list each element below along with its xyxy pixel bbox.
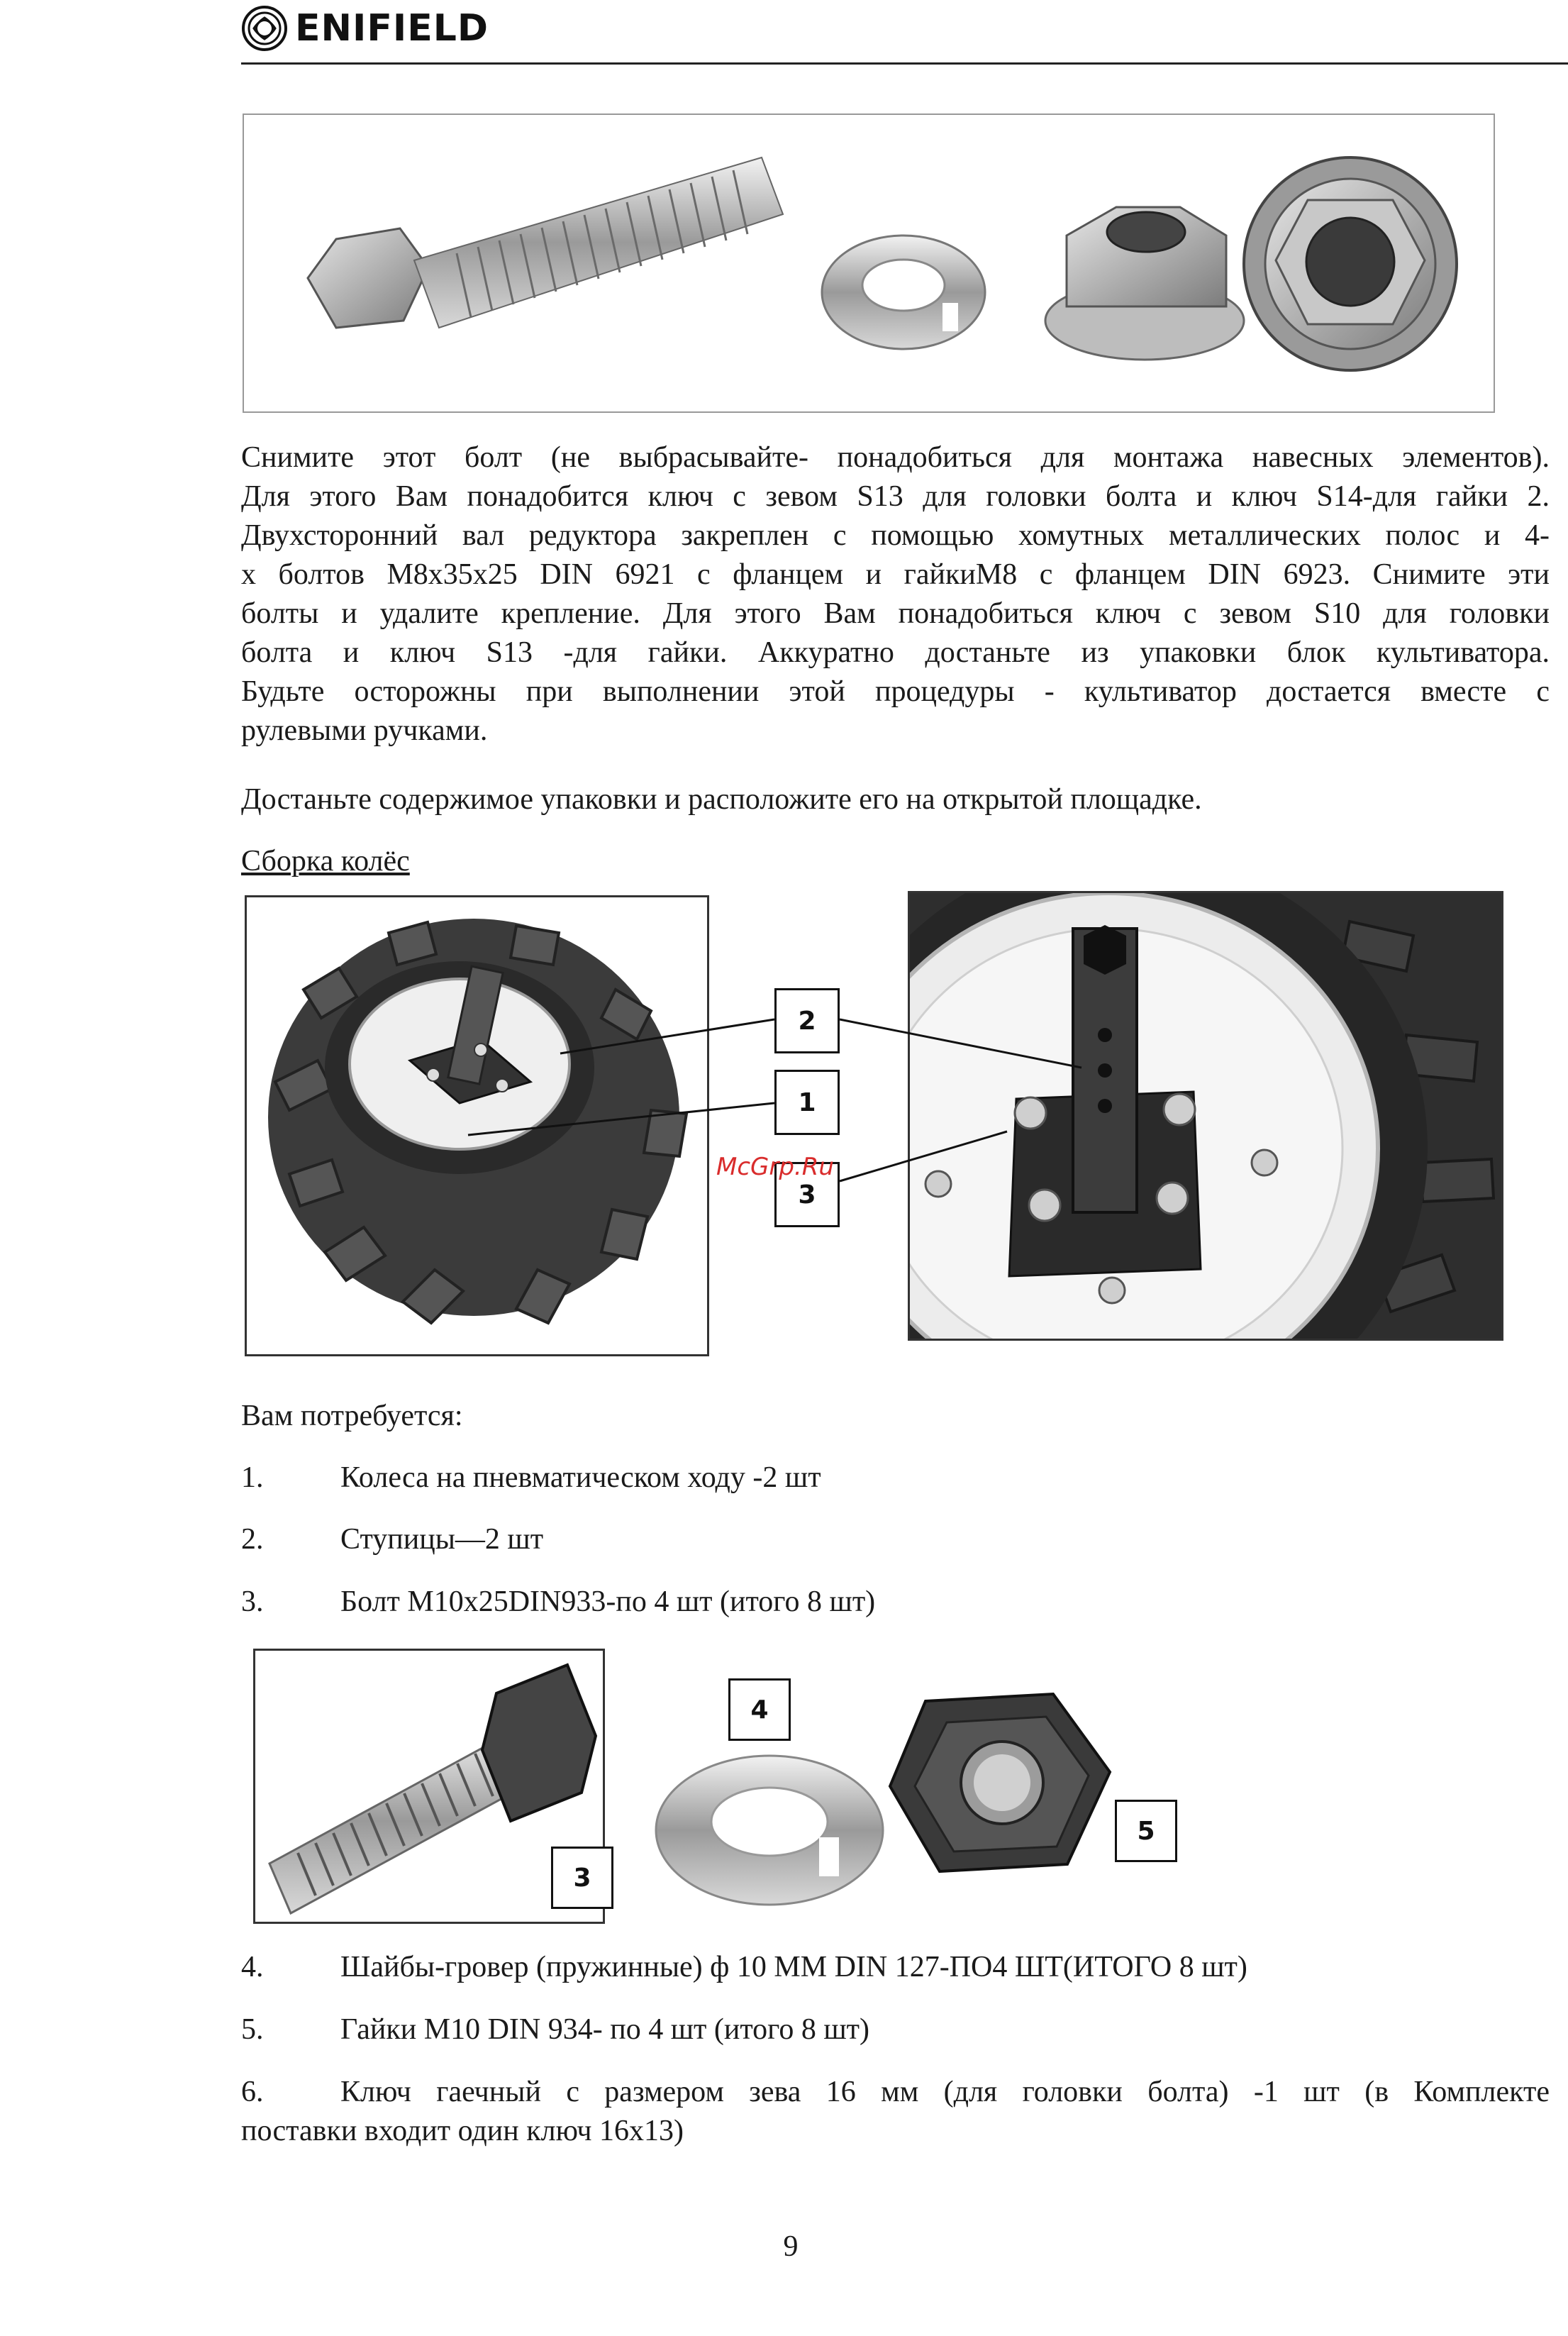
- wheel-photo-left: [245, 895, 709, 1356]
- list-item-6-line1: [241, 2073, 1550, 2112]
- brand-name: ENIFIELD: [295, 7, 489, 50]
- list-item: [241, 1520, 1550, 1559]
- intro-line: Для этого Вам понадобится ключ с зевом S13 для головки болта и ключ S14-для гайки 2.: [241, 480, 1550, 513]
- list-number: 3.: [241, 1585, 264, 1618]
- wheel-photo-right: [908, 891, 1503, 1341]
- intro-line: х болтов М8х35х25 DIN 6921 с фланцем и гайкиМ8 с фланцем DIN 6923. Снимите эти: [241, 558, 1550, 591]
- list-item-6-line2: поставки входит один ключ 16х13): [241, 2115, 684, 2147]
- list-text: Ступицы—2 шт: [340, 1523, 544, 1556]
- section-heading-text: Сборка колёс: [241, 845, 410, 878]
- list-text: Гайки М10 DIN 934- по 4 шт (итого 8 шт): [340, 2013, 870, 2046]
- flange-bolt-icon: [308, 157, 783, 328]
- fasteners-photo: [243, 114, 1495, 413]
- list-item: [241, 1948, 1550, 1987]
- nut-photo: [883, 1687, 1117, 1878]
- list-item-6: [241, 2073, 1550, 2151]
- list-number: 5.: [241, 2013, 264, 2046]
- list-number: 4.: [241, 1951, 264, 1983]
- list-text: Болт М10х25DIN933-по 4 шт (итого 8 шт): [340, 1585, 876, 1618]
- intro-line: Будьте осторожны при выполнении этой процедуры - культиватор достается вместе с: [241, 675, 1550, 708]
- header-logo: [241, 0, 489, 57]
- intro-line: рулевыми ручками.: [241, 714, 488, 747]
- serrated-flange-nut-icon: [1244, 157, 1457, 370]
- unpack-text: Достаньте содержимое упаковки и расположите его на открытой площадке.: [241, 783, 1202, 816]
- page-number: 9: [783, 2230, 799, 2263]
- callout-nut-5: 5: [1115, 1800, 1177, 1862]
- spring-washer-icon: [822, 236, 985, 349]
- intro-paragraph: [241, 438, 1550, 751]
- hex-nut-icon: [890, 1694, 1110, 1871]
- intro-line: болты и удалите крепление. Для этого Вам понадобиться ключ с зевом S10 для головки: [241, 597, 1550, 630]
- callout-bolt-3: 3: [551, 1847, 613, 1909]
- list-item: [241, 1583, 1550, 1622]
- list-number: 2.: [241, 1523, 264, 1556]
- callout-washer-4: 4: [728, 1678, 791, 1741]
- requirements-intro: Вам потребуется:: [241, 1400, 463, 1432]
- callout-1: 1: [774, 1070, 840, 1135]
- spring-washer-icon: [656, 1756, 883, 1905]
- watermark: McGrp.Ru: [716, 1153, 834, 1181]
- washer-photo: [649, 1731, 890, 1915]
- list-text: Колеса на пневматическом ходу -2 шт: [340, 1461, 821, 1494]
- list-number: 6.: [241, 2076, 264, 2108]
- list-item: [241, 2010, 1550, 2049]
- callout-2: 2: [774, 988, 840, 1053]
- list-text: Шайбы-гровер (пружинные) ф 10 ММ DIN 127-ПО4 ШТ(ИТОГО 8 шт): [340, 1951, 1247, 1983]
- callout-3: 3: [774, 1162, 840, 1227]
- unpack-paragraph: [241, 780, 1550, 819]
- intro-line: болта и ключ S13 -для гайки. Аккуратно достаньте из упаковки блок культиватора.: [241, 636, 1550, 669]
- intro-line: Двухсторонний вал редуктора закреплен с помощью хомутных металлических полос и 4-: [241, 519, 1550, 552]
- intro-line: Снимите этот болт (не выбрасывайте- понадобиться для монтажа навесных элементов).: [241, 441, 1550, 474]
- list-item: [241, 1458, 1550, 1498]
- flange-nut-icon: [1045, 207, 1244, 360]
- list-text: Ключ гаечный с размером зева 16 мм (для головки болта) -1 шт (в Комплекте: [340, 2076, 1550, 2108]
- enifield-logo-icon: [241, 5, 288, 52]
- header-rule: [241, 62, 1568, 65]
- list-number: 1.: [241, 1461, 264, 1494]
- section-heading: [241, 842, 1550, 881]
